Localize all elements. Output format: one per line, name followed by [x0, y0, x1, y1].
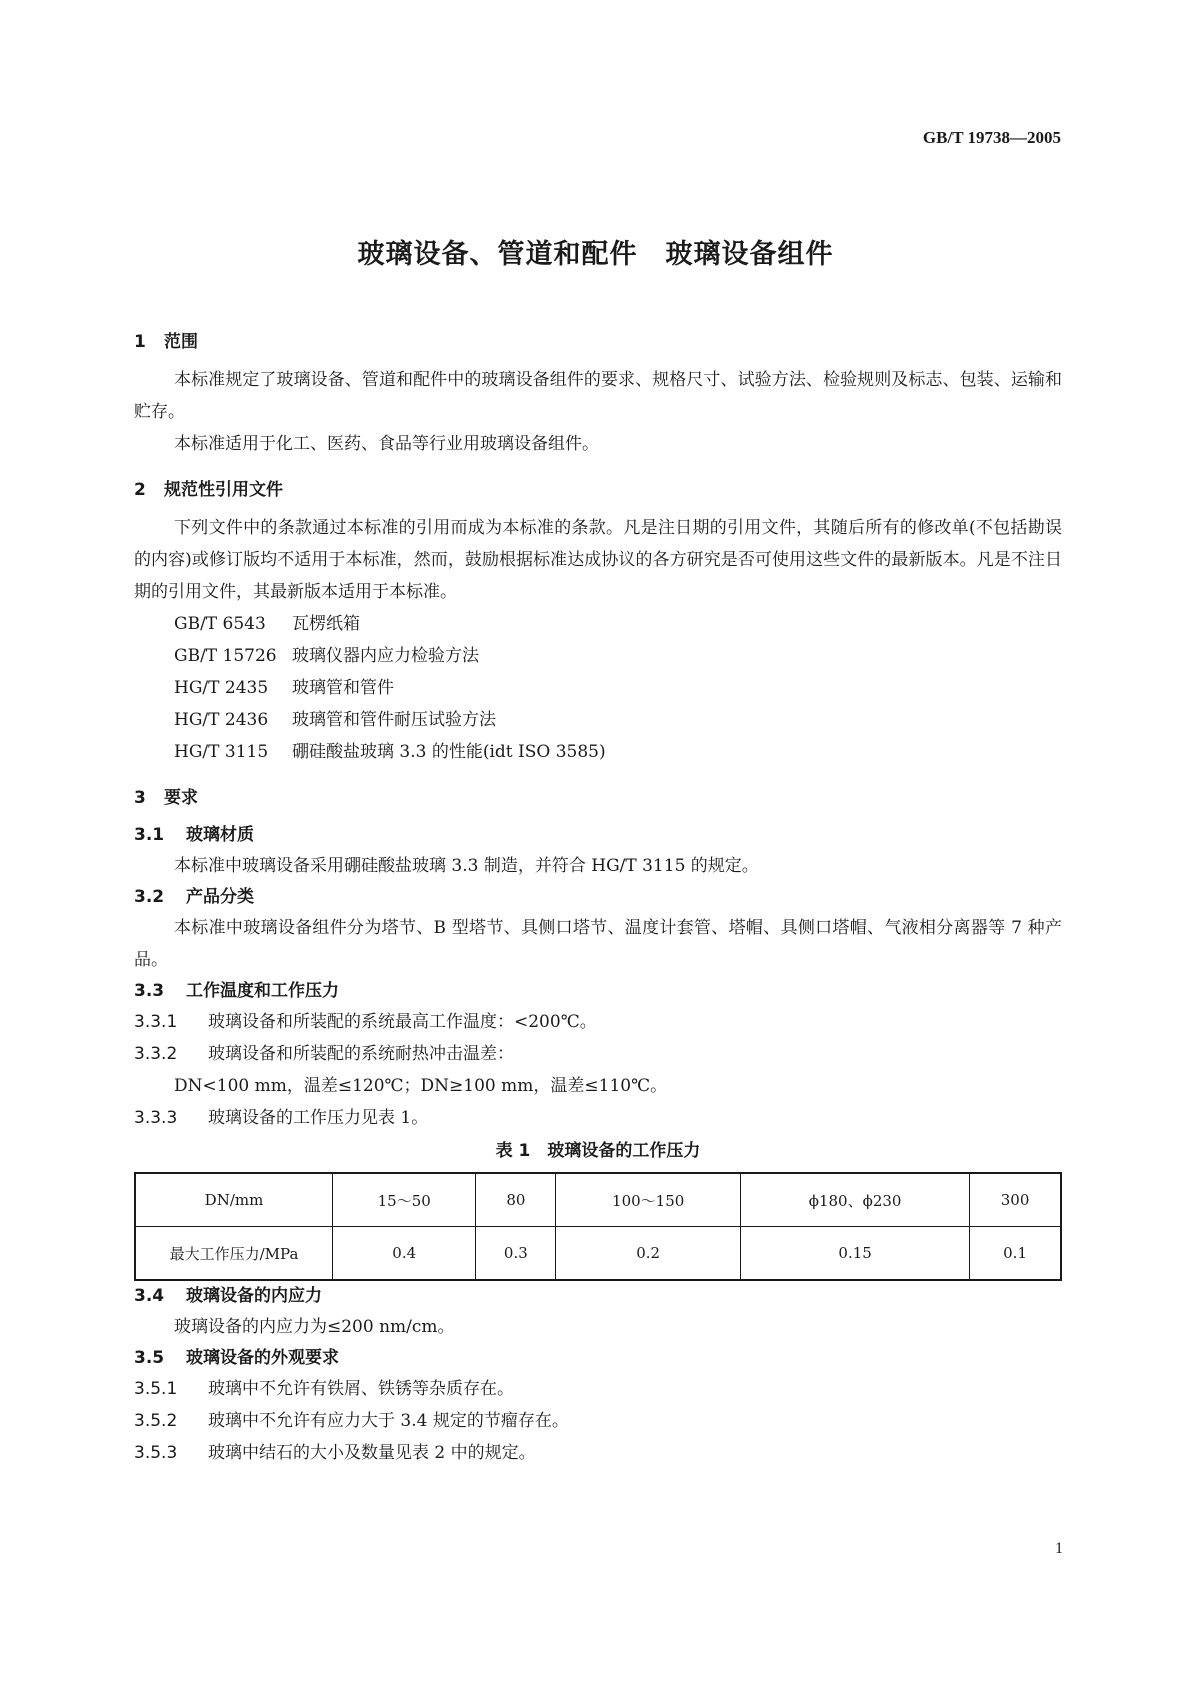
clause-number: 3.3.3 — [134, 1108, 178, 1128]
subsection-title: 工作温度和工作压力 — [186, 981, 339, 1001]
reference-title: 玻璃仪器内应力检验方法 — [292, 646, 479, 666]
subsection-title: 产品分类 — [186, 887, 254, 907]
table-cell: 15～50 — [333, 1173, 476, 1227]
section-number: 1 — [134, 332, 146, 352]
working-pressure-table — [134, 1172, 1062, 1281]
table-row — [135, 1227, 1061, 1281]
section-2-heading — [134, 478, 1062, 502]
section-title: 要求 — [164, 788, 198, 808]
reference-title: 玻璃管和管件 — [292, 678, 394, 698]
document-title: 玻璃设备、管道和配件 玻璃设备组件 — [357, 239, 834, 270]
clause-number: 3.5.2 — [134, 1411, 178, 1431]
clause-number: 3.5.3 — [134, 1443, 178, 1463]
table-cell: 0.15 — [741, 1227, 970, 1281]
subsection-title: 玻璃设备的内应力 — [186, 1286, 322, 1306]
clause-3-5-2 — [134, 1405, 1062, 1437]
table-1-caption: 表 1 玻璃设备的工作压力 — [495, 1141, 701, 1161]
subsection-title: 玻璃材质 — [186, 825, 254, 845]
subsection-3-2-heading — [134, 882, 1062, 912]
reference-item — [134, 640, 1062, 672]
section-number: 2 — [134, 480, 146, 500]
reference-code: HG/T 2436 — [174, 710, 269, 730]
scope-paragraph-1: 本标准规定了玻璃设备、管道和配件中的玻璃设备组件的要求、规格尺寸、试验方法、检验规则及标志、包装、运输和贮存。 — [134, 370, 1062, 422]
document-body — [134, 330, 1062, 1469]
table-cell: 0.3 — [476, 1227, 556, 1281]
clause-3-3-3 — [134, 1102, 1062, 1134]
reference-item — [134, 704, 1062, 736]
subsection-3-4-text: 玻璃设备的内应力为≤200 nm/cm。 — [174, 1317, 455, 1337]
reference-code: GB/T 6543 — [174, 614, 266, 634]
subsection-number: 3.3 — [134, 981, 165, 1001]
section-title: 范围 — [164, 332, 198, 352]
clause-3-3-2-detail: DN<100 mm，温差≤120℃；DN≥100 mm，温差≤110℃。 — [174, 1076, 668, 1096]
reference-title: 瓦楞纸箱 — [292, 614, 360, 634]
reference-code: GB/T 15726 — [174, 646, 277, 666]
clause-number: 3.3.1 — [134, 1012, 178, 1032]
clause-3-3-1 — [134, 1006, 1062, 1038]
clause-number: 3.3.2 — [134, 1044, 178, 1064]
subsection-3-1-text: 本标准中玻璃设备采用硼硅酸盐玻璃 3.3 制造，并符合 HG/T 3115 的规定。 — [174, 856, 759, 876]
clause-text: 玻璃设备和所装配的系统最高工作温度：<200℃。 — [208, 1012, 597, 1032]
clause-3-5-1 — [134, 1373, 1062, 1405]
subsection-3-4-heading — [134, 1281, 1062, 1311]
section-3-heading — [134, 786, 1062, 810]
table-cell: 80 — [476, 1173, 556, 1227]
subsection-number: 3.4 — [134, 1286, 165, 1306]
row-header-pressure: 最大工作压力/MPa — [135, 1227, 333, 1281]
table-cell: 0.4 — [333, 1227, 476, 1281]
subsection-number: 3.1 — [134, 825, 165, 845]
page-number: 1 — [1055, 1540, 1063, 1557]
table-cell: ϕ180、ϕ230 — [741, 1173, 970, 1227]
reference-title: 硼硅酸盐玻璃 3.3 的性能(idt ISO 3585) — [292, 742, 606, 762]
subsection-3-2-text: 本标准中玻璃设备组件分为塔节、B 型塔节、具侧口塔节、温度计套管、塔帽、具侧口塔帽、气液相分离器等 7 种产品。 — [134, 918, 1062, 970]
reference-item — [134, 736, 1062, 768]
table-cell: 0.2 — [556, 1227, 741, 1281]
table-row — [135, 1173, 1061, 1227]
reference-title: 玻璃管和管件耐压试验方法 — [292, 710, 496, 730]
table-cell: 300 — [970, 1173, 1061, 1227]
section-title: 规范性引用文件 — [164, 480, 283, 500]
reference-code: HG/T 3115 — [174, 742, 269, 762]
references-paragraph: 下列文件中的条款通过本标准的引用而成为本标准的条款。凡是注日期的引用文件，其随后所有的修改单(不包括勘误的内容)或修订版均不适用于本标准，然而，鼓励根据标准达成协议的各方研究是否可使用这些文件的最新版本。凡是不注日期的引用文件，其最新版本适用于本标准。 — [134, 518, 1062, 602]
reference-item — [134, 672, 1062, 704]
clause-text: 玻璃中不允许有应力大于 3.4 规定的节瘤存在。 — [208, 1411, 569, 1431]
section-number: 3 — [134, 788, 146, 808]
subsection-title: 玻璃设备的外观要求 — [186, 1348, 339, 1368]
subsection-number: 3.5 — [134, 1348, 165, 1368]
subsection-3-3-heading — [134, 976, 1062, 1006]
row-header-dn: DN/mm — [135, 1173, 333, 1227]
clause-3-3-2 — [134, 1038, 1062, 1070]
clause-3-5-3 — [134, 1437, 1062, 1469]
table-cell: 0.1 — [970, 1227, 1061, 1281]
scope-paragraph-2: 本标准适用于化工、医药、食品等行业用玻璃设备组件。 — [174, 434, 599, 454]
clause-text: 玻璃设备的工作压力见表 1。 — [208, 1108, 429, 1128]
clause-text: 玻璃设备和所装配的系统耐热冲击温差： — [208, 1044, 514, 1064]
subsection-3-1-heading — [134, 820, 1062, 850]
reference-code: HG/T 2435 — [174, 678, 269, 698]
subsection-3-5-heading — [134, 1343, 1062, 1373]
table-cell: 100～150 — [556, 1173, 741, 1227]
standard-number: GB/T 19738—2005 — [922, 128, 1061, 147]
clause-number: 3.5.1 — [134, 1379, 178, 1399]
clause-text: 玻璃中不允许有铁屑、铁锈等杂质存在。 — [208, 1379, 514, 1399]
clause-text: 玻璃中结石的大小及数量见表 2 中的规定。 — [208, 1443, 536, 1463]
reference-item — [134, 608, 1062, 640]
section-1-heading — [134, 330, 1062, 354]
subsection-number: 3.2 — [134, 887, 165, 907]
